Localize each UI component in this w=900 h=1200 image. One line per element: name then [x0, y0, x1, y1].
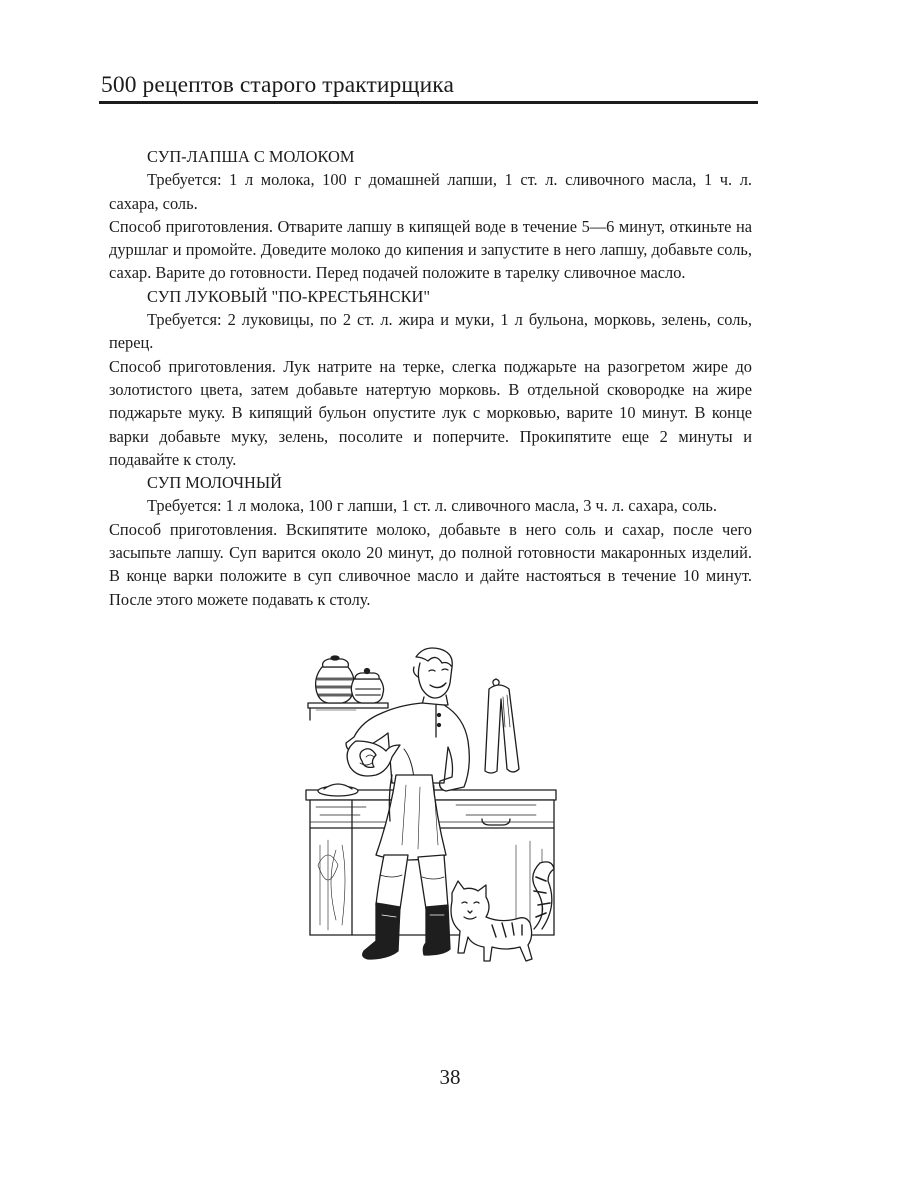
clay-pot-icon	[351, 669, 383, 704]
recipe-method: Способ приготовления. Вскипятите молоко, добавьте в него соль и сахар, после чего засыпьте лапшу. Суп варится около 20 минут, до полной готовности макаронных изделий. В конце варки положите в суп сливочное масло и дайте настояться в течение 10 минут. После этого можете подавать к столу.	[109, 519, 752, 609]
header-rule	[99, 101, 758, 104]
running-head: 500 рецептов старого трактирщика	[101, 72, 454, 98]
recipe-ingredients: Требуется: 2 луковицы, по 2 ст. л. жира и муки, 1 л бульона, морковь, зелень, соль, перец.	[109, 310, 752, 353]
recipe-ingredients: Требуется: 1 л молока, 100 г домашней лапши, 1 ст. л. сливочного масла, 1 ч. л. сахара, соль.	[109, 170, 752, 213]
recipe-title: СУП МОЛОЧНЫЙ	[147, 473, 283, 493]
cat-icon	[451, 862, 554, 961]
plate-icon	[318, 784, 358, 796]
towel-icon	[485, 679, 519, 773]
cook-illustration	[296, 645, 568, 985]
recipe-title: СУП ЛУКОВЫЙ "ПО-КРЕСТЬЯНСКИ"	[147, 286, 431, 306]
recipe-method: Способ приготовления. Лук натрите на терке, слегка поджарьте на разогретом жире до золотистого цвета, затем добавьте натертую морковь. В отдельной сковородке на жире поджарьте муку. В кипящий бульон опустите лук с морковью, варите 10 минут. В конце варки добавьте муку, зелень, посолите и поперчите. Прокипятите еще 2 минуты и подавайте к столу.	[109, 356, 752, 469]
page-number: 38	[439, 1065, 461, 1089]
recipe-noodle-soup-milk	[109, 145, 752, 285]
recipe-ingredients: Требуется: 1 л молока, 100 г лапши, 1 ст. л. сливочного масла, 3 ч. л. сахара, соль.	[147, 496, 717, 516]
recipe-milk-soup	[109, 471, 752, 611]
recipe-method: Способ приготовления. Отварите лапшу в кипящей воде в течение 5—6 минут, откиньте на дуршлаг и промойте. Доведите молоко до кипения и запустите в него лапшу, добавьте соль, сахар. Варите до готовности. Перед подачей положите в тарелку сливочное масло.	[109, 216, 752, 283]
recipe-onion-soup	[109, 285, 752, 471]
page-body	[109, 145, 752, 611]
clay-pot-icon	[316, 656, 355, 703]
recipe-title: СУП-ЛАПША С МОЛОКОМ	[147, 147, 355, 166]
